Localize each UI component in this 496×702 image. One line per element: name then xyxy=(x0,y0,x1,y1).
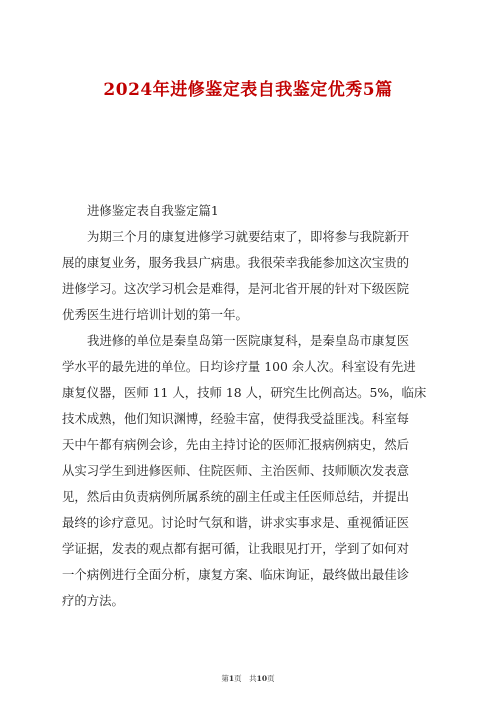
paragraph-2-line-2: 学水平的最先进的单位。日均诊疗量 100 余人次。科室设有先进 xyxy=(62,359,416,374)
total-pages-number: 10 xyxy=(256,674,268,683)
paragraph-2-line-9: 学证据，发表的观点都有据可循，让我眼见打开，学到了如何对 xyxy=(62,541,409,556)
paragraph-1-line-3: 进修学习。这次学习机会是难得，是河北省开展的针对下级医院 xyxy=(62,281,409,296)
paragraph-1-line-2: 展的康复业务，服务我县广病患。我很荣幸我能参加这次宝贵的 xyxy=(62,255,409,270)
paragraph-2-line-7: 见，然后由负责病例所属系统的副主任或主任医师总结，并提出 xyxy=(62,489,409,504)
paragraph-1-line-4: 优秀医生进行培训计划的第一年。 xyxy=(62,307,248,322)
page-suffix: 页 xyxy=(267,674,275,683)
section-heading: 进修鉴定表自我鉴定篇1 xyxy=(87,203,219,218)
page-title: 2024年进修鉴定表自我鉴定优秀5篇 xyxy=(103,80,393,100)
paragraph-2-line-10: 一个病例进行全面分析，康复方案、临床询证，最终做出最佳诊 xyxy=(62,567,409,582)
paragraph-2-line-3: 康复仪器，医师 11 人，技师 18 人，研究生比例高达。5%，临床 xyxy=(62,385,427,400)
page-footer xyxy=(0,674,496,684)
paragraph-2-line-8: 最终的诊疗意见。讨论时气氛和谐，讲求实事求是、重视循证医 xyxy=(62,515,409,530)
paragraph-1-line-1: 为期三个月的康复进修学习就要结束了，即将参与我院新开 xyxy=(87,229,410,244)
paragraph-2-line-6: 从实习学生到进修医师、住院医师、主治医师、技师顺次发表意 xyxy=(62,463,409,478)
paragraph-2-line-1: 我进修的单位是秦皇岛第一医院康复科，是秦皇岛市康复医 xyxy=(87,333,410,348)
paragraph-2-line-4: 技术成熟，他们知识渊博，经验丰富，使得我受益匪浅。科室每 xyxy=(62,411,409,426)
paragraph-2-line-11: 疗的方法。 xyxy=(62,593,124,608)
page-mid: 页 共 xyxy=(234,674,257,683)
current-page-number: 1 xyxy=(228,674,235,683)
page-prefix: 第 xyxy=(221,674,229,683)
paragraph-2-line-5: 天中午都有病例会诊，先由主持讨论的医师汇报病例病史，然后 xyxy=(62,437,409,452)
